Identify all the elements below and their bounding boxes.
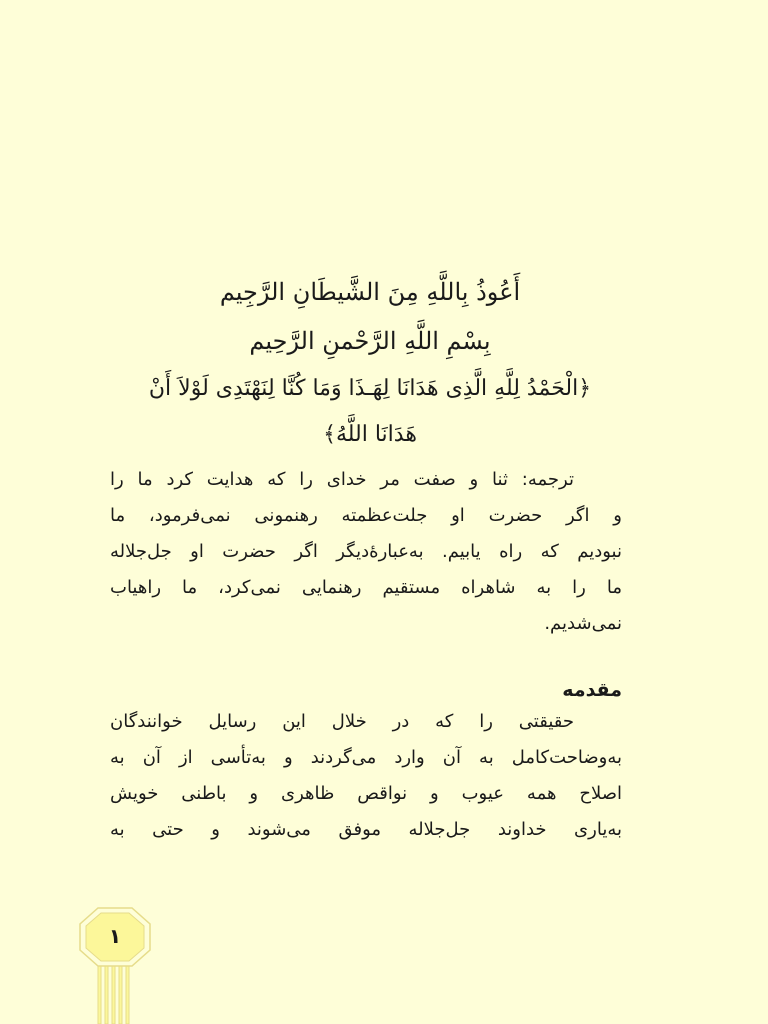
- quran-verse-line-1: ﴿الْحَمْدُ لِلَّهِ الَّذِی هَدَانَا لِهَـذَا وَمَا كُنَّا لِنَهْتَدِی لَوْلاَ أَنْ: [148, 376, 592, 401]
- quran-verse-line-2: هَدَانَا اللَّهُ﴾: [323, 422, 417, 447]
- page-number-badge: [78, 906, 152, 1024]
- intro-line-4: به‌یاری خداوند جل‌جلاله موفق می‌شوند و حتی به: [110, 819, 622, 840]
- audhu-line: أَعُوذُ بِاللَّهِ مِنَ الشَّيطَانِ الرَّجِيم: [219, 278, 521, 306]
- translation-line-2: و اگر حضرت او جلت‌عظمته رهنمونی نمی‌فرمود، ما: [110, 505, 622, 526]
- translation-line-5: نمی‌شدیم.: [544, 613, 622, 634]
- intro-heading: مقدمه: [562, 679, 622, 701]
- translation-line-4: ما را به شاهراه مستقیم رهنمایی نمی‌کرد، ما راهیاب: [110, 577, 622, 598]
- basmala-line: بِسْمِ اللَّهِ الرَّحْمنِ الرَّحِيم: [249, 327, 491, 355]
- page-number: ۱: [108, 924, 122, 948]
- translation-line-3: نبودیم که راه یابیم. به‌عبارهٔ‌دیگر اگر حضرت او جل‌جلاله: [110, 541, 622, 562]
- intro-line-1: حقیقتی را که در خلال این رسایل خوانندگان: [110, 711, 574, 732]
- intro-line-2: به‌وضاحت‌کامل به آن وارد می‌گردند و به‌تأسی از آن به: [110, 747, 622, 768]
- intro-line-3: اصلاح همه عیوب و نواقص ظاهری و باطنی خویش: [110, 783, 622, 804]
- translation-line-1: ترجمه: ثنا و صفت مر خدای را که هدایت کرد ما را: [110, 469, 574, 490]
